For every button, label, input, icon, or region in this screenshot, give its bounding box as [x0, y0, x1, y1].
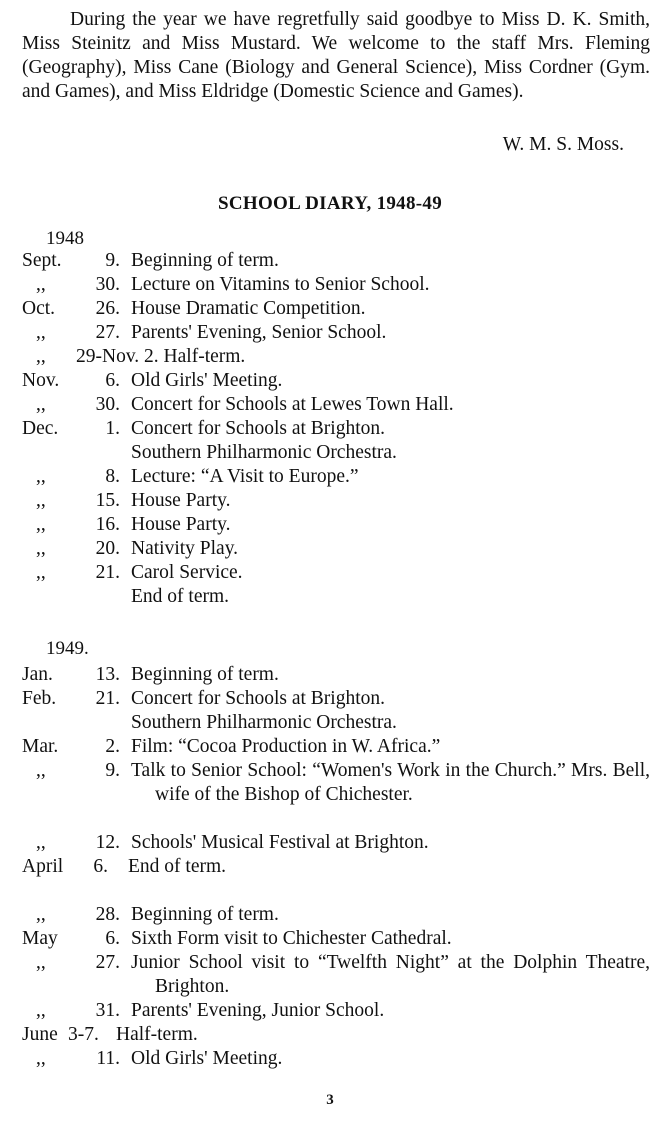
diary-title: SCHOOL DIARY, 1948-49	[218, 193, 442, 214]
entry-day: 6.	[93, 856, 108, 877]
diary-entry	[22, 855, 650, 879]
intro-paragraph	[22, 8, 650, 104]
entry-text: House Party.	[131, 514, 231, 535]
diary-entry	[22, 735, 650, 759]
entry-month: ,,	[36, 904, 46, 925]
entry-text: Southern Philharmonic Orchestra.	[131, 442, 397, 463]
entry-text: Junior School visit to “Twelfth Night” at the Dolphin Theatre, Brighton.	[131, 952, 650, 997]
entry-month: ,,	[36, 832, 46, 853]
diary-entry	[22, 345, 650, 369]
diary-entry	[22, 489, 650, 513]
diary-entry	[22, 999, 650, 1023]
diary-entry	[22, 585, 650, 609]
entry-day: 15.	[95, 490, 120, 511]
entry-day: 9.	[105, 250, 120, 271]
diary-entry	[22, 951, 650, 999]
entry-month: May	[22, 928, 58, 949]
staff-changes-text: During the year we have regretfully said goodbye to Miss D. K. Smith, Miss Steinitz and Miss Mustard. We welcome to the staff Mrs. Fleming (Geography), Miss Cane (Biology and General Science), Miss Cordner (Gym. and Games), and Miss Eldridge (Domestic Science and Games).	[22, 9, 650, 102]
entry-month: ,,	[36, 322, 46, 343]
diary-entry	[22, 561, 650, 585]
entry-text: Lecture: “A Visit to Europe.”	[131, 466, 359, 487]
diary-entry	[22, 537, 650, 561]
entry-day: 6.	[105, 928, 120, 949]
entry-day: 27.	[95, 952, 120, 973]
diary-entry	[22, 321, 650, 345]
entry-day: 16.	[95, 514, 120, 535]
entry-day: 20.	[95, 538, 120, 559]
diary-entry	[22, 927, 650, 951]
entry-month: April	[22, 856, 64, 877]
diary-entry	[22, 1023, 650, 1047]
entry-text: Lecture on Vitamins to Senior School.	[131, 274, 430, 295]
diary-entry	[22, 417, 650, 441]
entry-month: Dec.	[22, 418, 59, 439]
entry-day: 12.	[95, 832, 120, 853]
diary-entry	[22, 903, 650, 927]
entry-day: 1.	[105, 418, 120, 439]
entry-month: ,,	[36, 1048, 46, 1069]
entry-text: Sixth Form visit to Chichester Cathedral.	[131, 928, 452, 949]
entry-text: Nativity Play.	[131, 538, 239, 559]
diary-entry	[22, 687, 650, 711]
entry-text: Schools' Musical Festival at Brighton.	[131, 832, 429, 853]
entry-day: 31.	[95, 1000, 120, 1021]
diary-entry	[22, 297, 650, 321]
entry-text: Parents' Evening, Senior School.	[131, 322, 387, 343]
entry-text: Beginning of term.	[131, 904, 279, 925]
diary-entry	[22, 369, 650, 393]
diary-entry	[22, 273, 650, 297]
entry-day: 28.	[95, 904, 120, 925]
entry-day: 26.	[95, 298, 120, 319]
entry-text: End of term.	[128, 856, 227, 877]
entry-day: 9.	[105, 760, 120, 781]
year-heading-1948: 1948	[46, 228, 84, 249]
entry-month: Feb.	[22, 688, 57, 709]
entry-text: Parents' Evening, Junior School.	[131, 1000, 385, 1021]
page-number: 3	[326, 1092, 334, 1108]
entry-month: ,,	[36, 562, 46, 583]
entry-day: 30.	[95, 274, 120, 295]
entry-day: 11.	[96, 1048, 120, 1069]
entry-text: Old Girls' Meeting.	[131, 370, 283, 391]
entry-month: Jan.	[22, 664, 53, 685]
entry-text: Southern Philharmonic Orchestra.	[131, 712, 397, 733]
entry-text: Concert for Schools at Lewes Town Hall.	[131, 394, 454, 415]
signature: W. M. S. Moss.	[502, 134, 624, 155]
entry-text: House Dramatic Competition.	[131, 298, 366, 319]
entry-day: 6.	[105, 370, 120, 391]
entry-text: Beginning of term.	[131, 664, 279, 685]
entry-month: ,,	[36, 514, 46, 535]
diary-entry	[22, 513, 650, 537]
entry-day: 8.	[105, 466, 120, 487]
diary-entry	[22, 1047, 650, 1071]
entry-day: 21.	[95, 562, 120, 583]
entry-text: Concert for Schools at Brighton.	[131, 688, 386, 709]
entry-month: ,,	[36, 538, 46, 559]
entry-text: End of term.	[131, 586, 230, 607]
entry-month: Nov.	[22, 370, 60, 391]
entry-text: Carol Service.	[131, 562, 243, 583]
entry-month: ,,	[36, 1000, 46, 1021]
entry-month: ,,	[36, 760, 46, 781]
entry-month: ,,	[36, 394, 46, 415]
entry-day: 21.	[95, 688, 120, 709]
diary-entry	[22, 393, 650, 417]
diary-entry	[22, 663, 650, 687]
diary-entry	[22, 441, 650, 465]
diary-entry	[22, 465, 650, 489]
entry-month: ,,	[36, 346, 46, 367]
diary-entry	[22, 831, 650, 855]
entry-month: June	[22, 1024, 58, 1045]
entry-month: ,,	[36, 466, 46, 487]
entry-text: Talk to Senior School: “Women's Work in the Church.” Mrs. Bell, wife of the Bishop of Chichester.	[131, 760, 650, 805]
diary-entry	[22, 249, 650, 273]
entry-month: ,,	[36, 490, 46, 511]
entry-month: Sept.	[22, 250, 62, 271]
entry-text: Concert for Schools at Brighton.	[131, 418, 386, 439]
entry-day: 30.	[95, 394, 120, 415]
entry-text: Beginning of term.	[131, 250, 279, 271]
entry-text: House Party.	[131, 490, 231, 511]
diary-entry	[22, 711, 650, 735]
entry-day: 2.	[105, 736, 120, 757]
entry-text: Old Girls' Meeting.	[131, 1048, 283, 1069]
entry-day: 13.	[95, 664, 120, 685]
year-heading-1949: 1949.	[46, 638, 89, 659]
entry-month: ,,	[36, 274, 46, 295]
entry-month: Oct.	[22, 298, 56, 319]
entry-text: Half-term.	[116, 1024, 198, 1045]
entry-day: 3-7.	[68, 1024, 99, 1045]
entry-text: Film: “Cocoa Production in W. Africa.”	[131, 736, 441, 757]
entry-day: 27.	[95, 322, 120, 343]
entry-month: Mar.	[22, 736, 59, 757]
entry-text: 29-Nov. 2. Half-term.	[76, 346, 246, 367]
entry-month: ,,	[36, 952, 46, 973]
diary-entry	[22, 759, 650, 807]
